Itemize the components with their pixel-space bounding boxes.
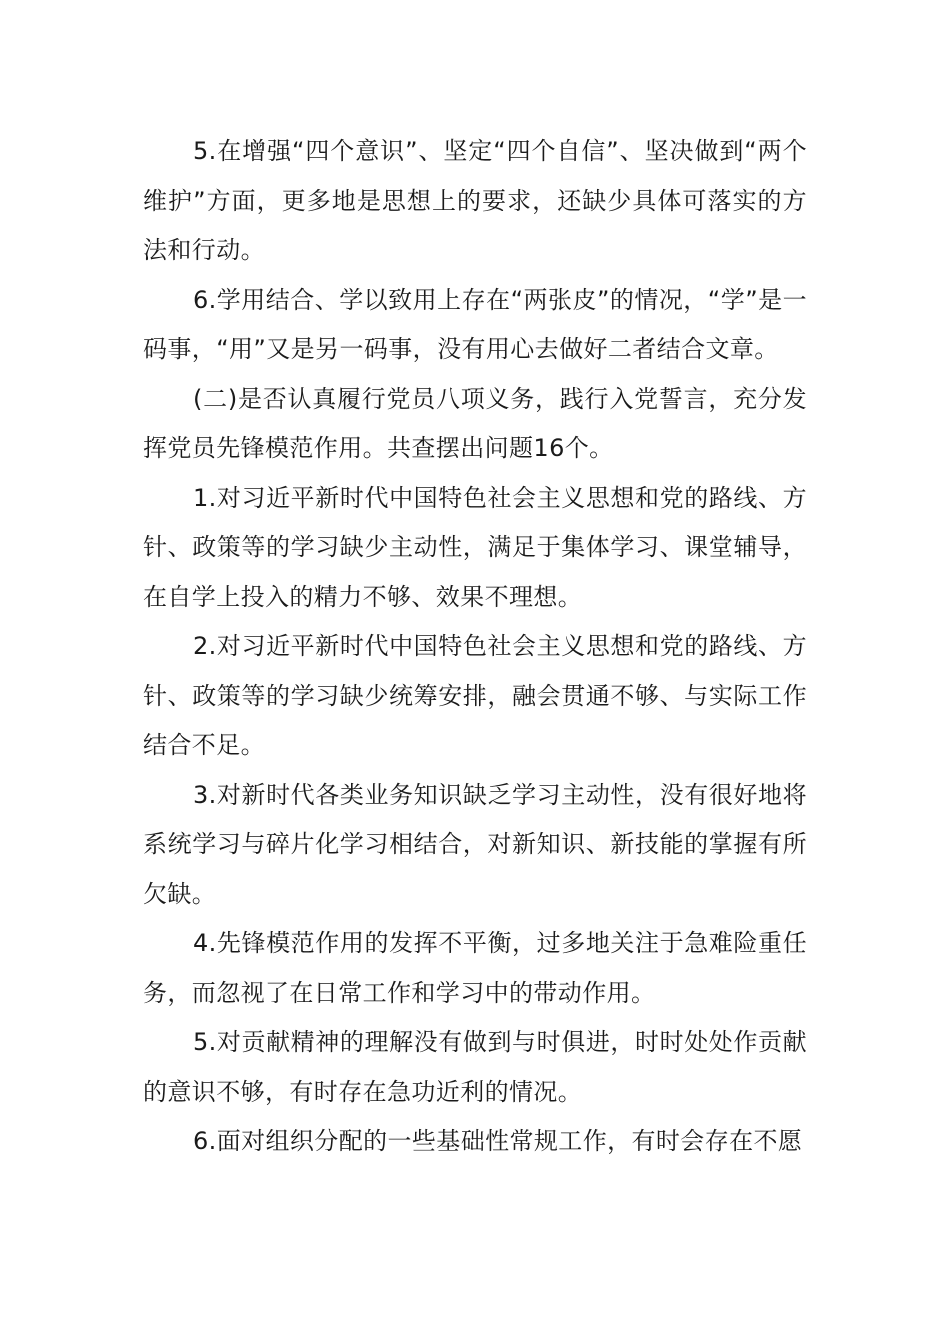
paragraph-item-4-exemplary-role: 4.先锋模范作用的发挥不平衡，过多地关注于急难险重任务，而忽视了在日常工作和学习中的带动作用。 — [143, 929, 807, 1007]
paragraph-item-6-study-application: 6.学用结合、学以致用上存在“两张皮”的情况，“学”是一码事，“用”又是另一码事，没有用心去做好二者结合文章。 — [143, 285, 807, 363]
document-body — [143, 127, 807, 1167]
paragraph-item-2-study-planning: 2.对习近平新时代中国特色社会主义思想和党的路线、方针、政策等的学习缺少统筹安排，融会贯通不够、与实际工作结合不足。 — [143, 632, 807, 759]
paragraph-item-3-business-knowledge: 3.对新时代各类业务知识缺乏学习主动性，没有很好地将系统学习与碎片化学习相结合，对新知识、新技能的掌握有所欠缺。 — [143, 780, 807, 908]
paragraph-item-5-awareness: 5.在增强“四个意识”、坚定“四个自信”、坚决做到“两个维护”方面，更多地是思想上的要求，还缺少具体可落实的方法和行动。 — [143, 137, 807, 264]
paragraph-item-5-contribution: 5.对贡献精神的理解没有做到与时俱进，时时处处作贡献的意识不够，有时存在急功近利的情况。 — [143, 1028, 807, 1106]
section-heading-2: (二)是否认真履行党员八项义务，践行入党誓言，充分发挥党员先锋模范作用。共查摆出问题16个。 — [143, 384, 807, 462]
paragraph-item-1-study-initiative: 1.对习近平新时代中国特色社会主义思想和党的路线、方针、政策等的学习缺少主动性，满足于集体学习、课堂辅导，在自学上投入的精力不够、效果不理想。 — [143, 483, 807, 611]
paragraph-item-6-routine-work: 6.面对组织分配的一些基础性常规工作，有时会存在不愿 — [193, 1127, 803, 1155]
